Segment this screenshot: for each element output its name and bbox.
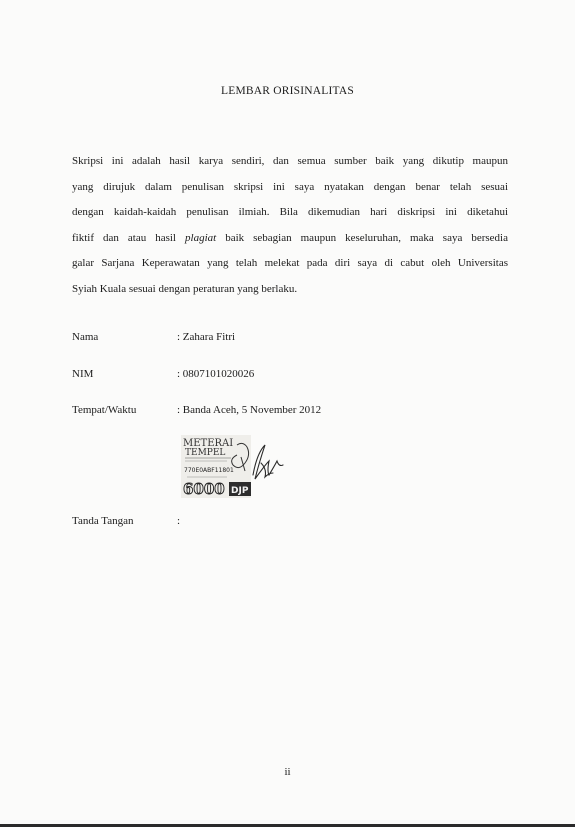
paragraph-line-3: dengan kaidah-kaidah penulisan ilmiah. Bila dikemudian hari diskripsi ini diketahui <box>72 206 508 218</box>
field-value: : Banda Aceh, 5 November 2012 <box>177 404 322 416</box>
field-value: : 0807101020026 <box>177 368 255 380</box>
statement-paragraph <box>72 149 508 302</box>
paragraph-line-5: galar Sarjana Keperawatan yang telah melekat pada diri saya di cabut oleh Universitas <box>72 257 508 269</box>
field-label: Tanda Tangan <box>72 515 134 527</box>
meterai-stamp <box>181 435 287 498</box>
paragraph-line-4-a: fiktif dan atau hasil <box>72 231 176 244</box>
field-label: NIM <box>72 368 94 380</box>
page-title: LEMBAR ORISINALITAS <box>221 85 354 97</box>
stamp-line2: TEMPEL <box>185 448 226 458</box>
paragraph-line-4-b: baik sebagian maupun keseluruhan, maka saya bersedia <box>216 231 508 244</box>
paragraph-line-6: Syiah Kuala sesuai dengan peraturan yang berlaku. <box>72 282 298 295</box>
field-value: : Zahara Fitri <box>177 331 236 343</box>
field-label: Tempat/Waktu <box>72 404 137 416</box>
stamp-serial: 770E0ABF11801 <box>184 467 234 474</box>
stamp-line1: METERAI <box>183 438 234 449</box>
paragraph-line-1: Skripsi ini adalah hasil karya sendiri, dan semua sumber baik yang dikutip maupun <box>72 155 508 167</box>
stamp-amount: 6000 <box>183 480 225 498</box>
paragraph-line-4 <box>72 226 508 252</box>
field-value: : <box>177 515 181 527</box>
plagiat-word: plagiat <box>185 231 217 244</box>
stamp-badge: DJP <box>231 486 249 496</box>
field-label: Nama <box>72 331 99 343</box>
signature <box>253 445 283 479</box>
paragraph-line-2: yang dirujuk dalam penulisan skripsi ini saya nyatakan dengan benar telah sesuai <box>72 180 508 193</box>
page-number: ii <box>284 766 291 778</box>
